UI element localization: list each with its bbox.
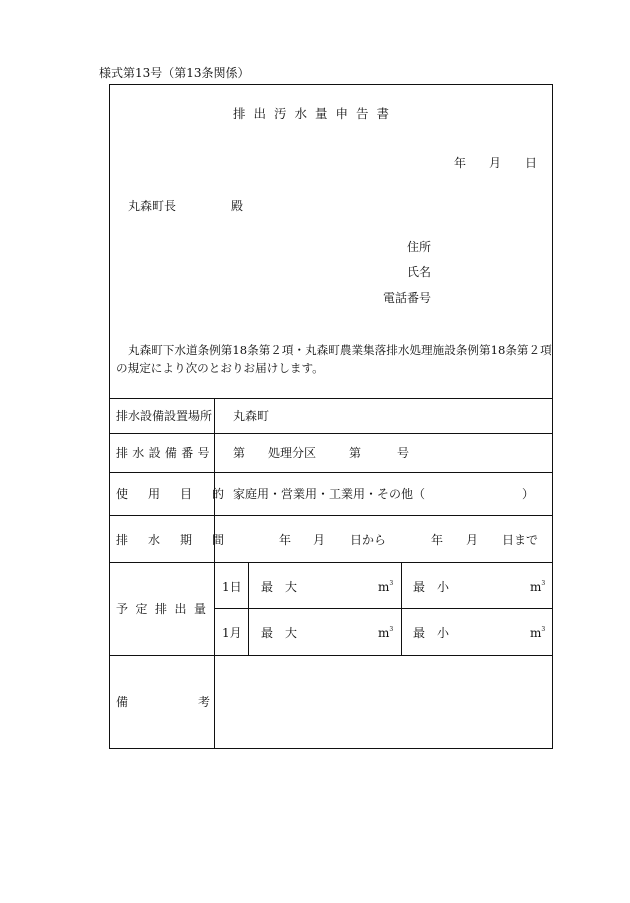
divider [109, 398, 553, 399]
volume-day-max-label: 最 大 [261, 580, 298, 594]
location-label: 排水設備設置場所 [116, 409, 213, 423]
period-year-until: 年 [431, 533, 444, 547]
divider [214, 608, 553, 609]
volume-month-max-label: 最 大 [261, 626, 298, 640]
addressee-honorific: 殿 [231, 199, 244, 213]
remarks-label-start: 備 [116, 695, 129, 709]
addressee-name: 丸森町長 [128, 199, 177, 213]
divider [109, 433, 553, 434]
period-day-until: 日まで [502, 533, 539, 547]
address-label: 住所 [407, 240, 432, 254]
phone-label: 電話番号 [383, 291, 432, 305]
volume-day-min-unit: $m^3$ [530, 580, 546, 594]
period-month-until: 月 [466, 533, 479, 547]
purpose-options: 家庭用・営業用・工業用・その他（ [233, 487, 426, 501]
period-month-from: 月 [313, 533, 326, 547]
number-district: 処理分区 [268, 446, 317, 460]
divider [109, 472, 553, 473]
purpose-close: ） [522, 487, 535, 501]
divider [109, 655, 553, 656]
date-month-label: 月 [489, 156, 502, 170]
number-suffix: 号 [397, 446, 410, 460]
volume-label: 予定排出量 [116, 602, 214, 616]
number-prefix: 第 [233, 446, 246, 460]
volume-month-min-label: 最 小 [413, 626, 450, 640]
body-text-line2: の規定により次のとおりお届けします。 [116, 361, 324, 375]
volume-month-min-unit: $m^3$ [530, 626, 546, 640]
divider [248, 562, 249, 655]
number-label: 排水設備番号 [116, 446, 214, 460]
body-text-line1: 丸森町下水道条例第18条第２項・丸森町農業集落排水処理施設条例第18条第２項 [128, 343, 552, 357]
date-year-label: 年 [454, 156, 467, 170]
form-title: 排出汚水量申告書 [232, 106, 397, 121]
location-value: 丸森町 [233, 409, 270, 423]
period-day-from: 日から [350, 533, 387, 547]
remarks-label-end: 考 [198, 695, 211, 709]
divider [401, 562, 402, 655]
purpose-label: 使用目的 [116, 487, 245, 501]
volume-day-min-label: 最 小 [413, 580, 450, 594]
divider [214, 398, 215, 749]
volume-month-label: 1月 [222, 626, 242, 640]
divider [109, 562, 553, 563]
volume-month-max-unit: $m^3$ [378, 626, 394, 640]
form-number: 様式第13号（第13条関係） [99, 66, 250, 80]
period-year-from: 年 [279, 533, 292, 547]
number-mid: 第 [349, 446, 362, 460]
period-label: 排水期間 [116, 533, 245, 547]
divider [109, 515, 553, 516]
volume-day-max-unit: $m^3$ [378, 580, 394, 594]
name-label: 氏名 [407, 265, 432, 279]
date-day-label: 日 [525, 156, 538, 170]
volume-day-label: 1日 [222, 580, 242, 594]
